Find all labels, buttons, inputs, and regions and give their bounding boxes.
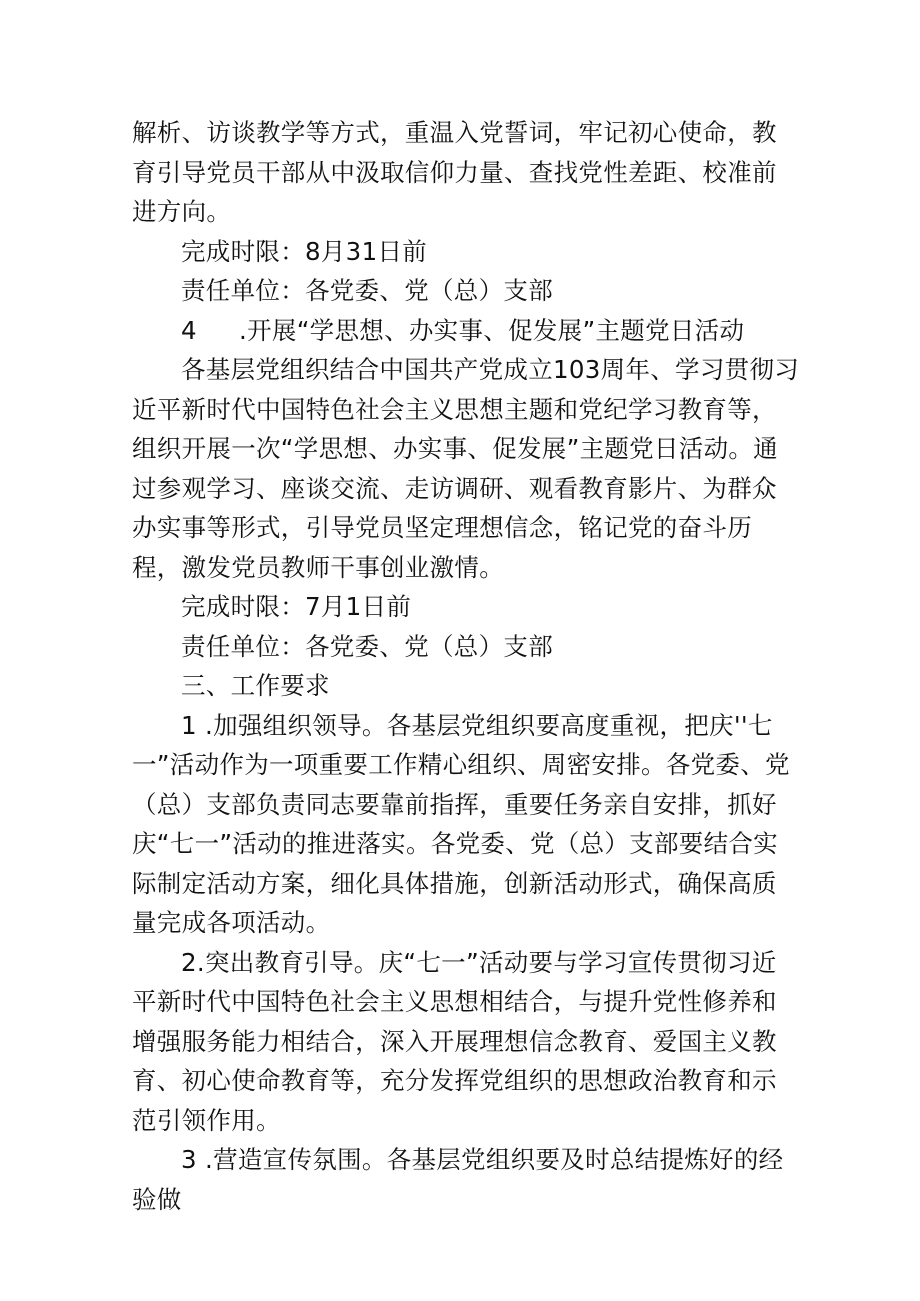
requirement-2: 2.突出教育引导。庆“七一”活动要与学习宣传贯彻习近平新时代中国特色社会主义思想相结合，与提升党性修养和增强服务能力相结合，深入开展理想信念教育、爱国主义教育、初心使命教育等，充分发挥党组织的思想政治教育和示范引领作用。 (132, 947, 777, 1135)
deadline-line: 完成时限：8月31日前 (181, 236, 428, 266)
deadline-line: 完成时限：7月1日前 (181, 592, 412, 621)
item-heading-4 (132, 311, 800, 351)
document-body (132, 113, 800, 1219)
item-body-4: 各基层党组织结合中国共产党成立103周年、学习贯彻习近平新时代中国特色社会主义思想主题和党纪学习教育等，组织开展一次“学思想、办实事、促发展”主题党日活动。通过参观学习、座谈交流、走访调研、观看教育影片、为群众办实事等形式，引导党员坚定理想信念，铭记党的奋斗历程，激发党员教师干事创业激情。 (132, 355, 800, 582)
requirement-1: 1 .加强组织领导。各基层党组织要高度重视，把庆''七一”活动作为一项重要工作精心组织、周密安排。各党委、党（总）支部负责同志要靠前指挥，重要任务亲自安排，抓好庆“七一”活动的推进落实。各党委、党（总）支部要结合实际制定活动方案，细化具体措施，创新活动形式，确保高质量完成各项活动。 (132, 710, 790, 937)
requirement-3: 3 .营造宣传氛围。各基层党组织要及时总结提炼好的经验做 (132, 1145, 784, 1214)
item-number: 4 (181, 315, 197, 345)
section-heading: 三、工作要求 (181, 671, 330, 700)
responsible-unit-line: 责任单位：各党委、党（总）支部 (181, 276, 553, 305)
item-heading-text: .开展“学思想、办实事、促发展”主题党日活动 (239, 315, 745, 345)
responsible-unit-line: 责任单位：各党委、党（总）支部 (181, 631, 553, 661)
paragraph-continuation: 解析、访谈教学等方式，重温入党誓词，牢记初心使命，教育引导党员干部从中汲取信仰力量、查找党性差距、校准前进方向。 (132, 118, 777, 226)
